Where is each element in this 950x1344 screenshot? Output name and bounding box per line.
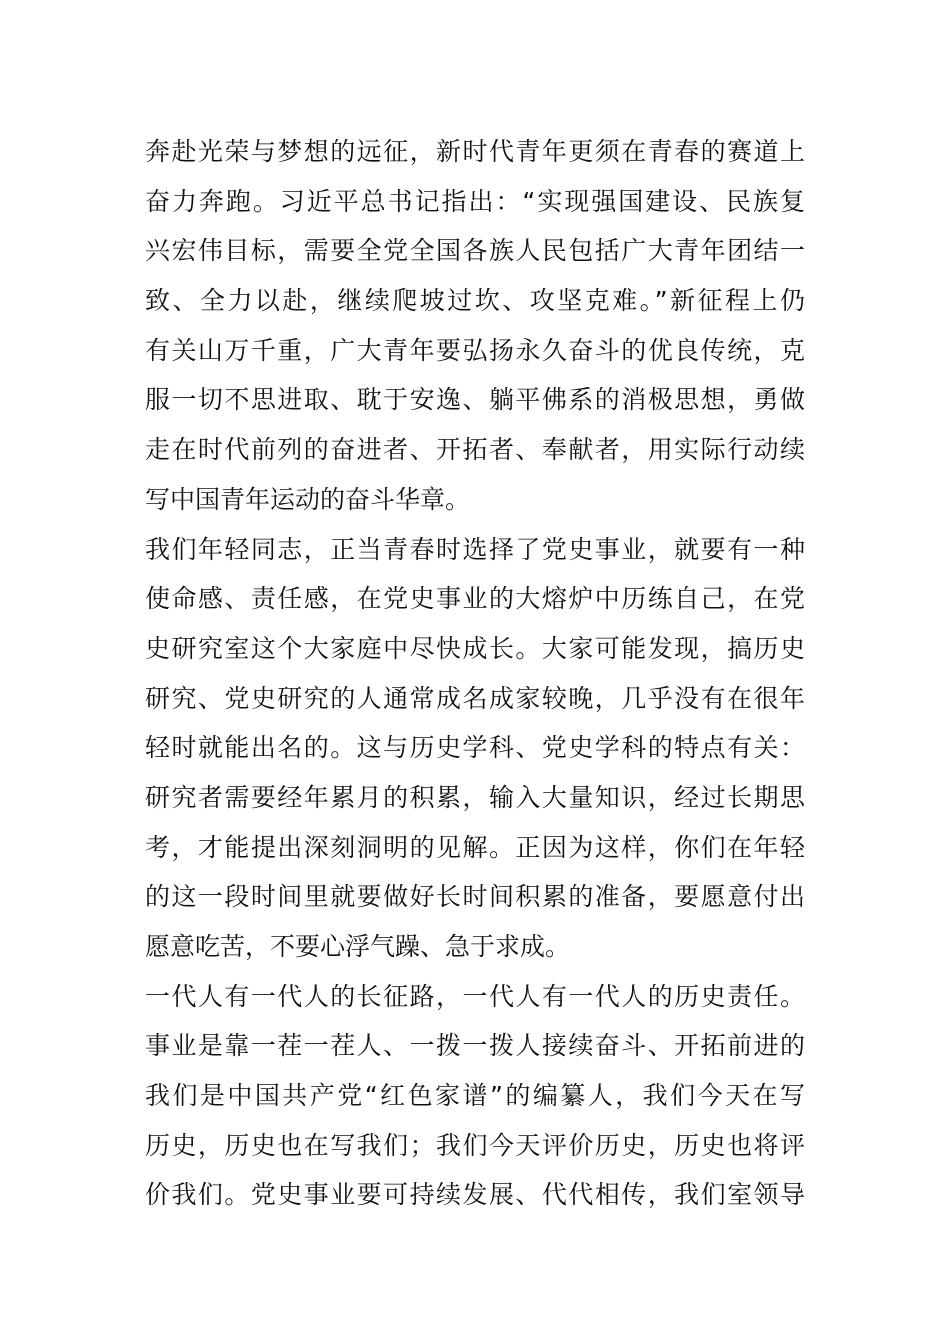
text-line: 轻时就能出名的。这与历史学科、党史学科的特点有关： <box>145 733 805 763</box>
text-line: 服一切不思进取、耽于安逸、躺平佛系的消极思想，勇做 <box>145 385 805 415</box>
text-line: 使命感、责任感，在党史事业的大熔炉中历练自己，在党 <box>145 584 805 614</box>
text-line: 有关山万千重，广大青年要弘扬永久奋斗的优良传统，克 <box>145 335 805 365</box>
text-line: 走在时代前列的奋进者、开拓者、奉献者，用实际行动续 <box>145 435 805 465</box>
text-line: 我们年轻同志，正当青春时选择了党史事业，就要有一种 <box>145 534 805 564</box>
text-line: 兴宏伟目标，需要全党全国各族人民包括广大青年团结一 <box>145 236 805 266</box>
text-line: 我们是中国共产党“红色家谱”的编纂人，我们今天在写 <box>145 1081 805 1111</box>
text-line: 愿意吃苦，不要心浮气躁、急于求成。 <box>145 932 571 961</box>
paragraph <box>145 127 805 525</box>
document-page <box>145 127 805 1220</box>
text-line: 致、全力以赴，继续爬坡过坎、攻坚克难。”新征程上仍 <box>145 286 805 316</box>
text-line: 历史，历史也在写我们；我们今天评价历史，历史也将评 <box>145 1130 805 1160</box>
text-line: 史研究室这个大家庭中尽快成长。大家可能发现，搞历史 <box>145 633 805 663</box>
text-line: 研究、党史研究的人通常成名成家较晚，几乎没有在很年 <box>145 683 805 713</box>
text-line: 考，才能提出深刻洞明的见解。正因为这样，你们在年轻 <box>145 832 805 862</box>
text-line: 的这一段时间里就要做好长时间积累的准备，要愿意付出 <box>145 882 805 912</box>
text-line: 奋力奔跑。习近平总书记指出：“实现强国建设、民族复 <box>145 186 805 216</box>
text-line: 研究者需要经年累月的积累，输入大量知识，经过长期思 <box>145 782 805 812</box>
paragraph <box>145 525 805 972</box>
text-line: 写中国青年运动的奋斗华章。 <box>145 484 471 514</box>
text-line: 奔赴光荣与梦想的远征，新时代青年更须在青春的赛道上 <box>145 137 805 166</box>
paragraph <box>145 972 805 1220</box>
text-line: 事业是靠一茬一茬人、一拨一拨人接续奋斗、开拓前进的 <box>145 1031 805 1061</box>
text-line: 一代人有一代人的长征路，一代人有一代人的历史责任。 <box>145 981 805 1011</box>
text-line: 价我们。党史事业要可持续发展、代代相传，我们室领导 <box>145 1180 805 1210</box>
